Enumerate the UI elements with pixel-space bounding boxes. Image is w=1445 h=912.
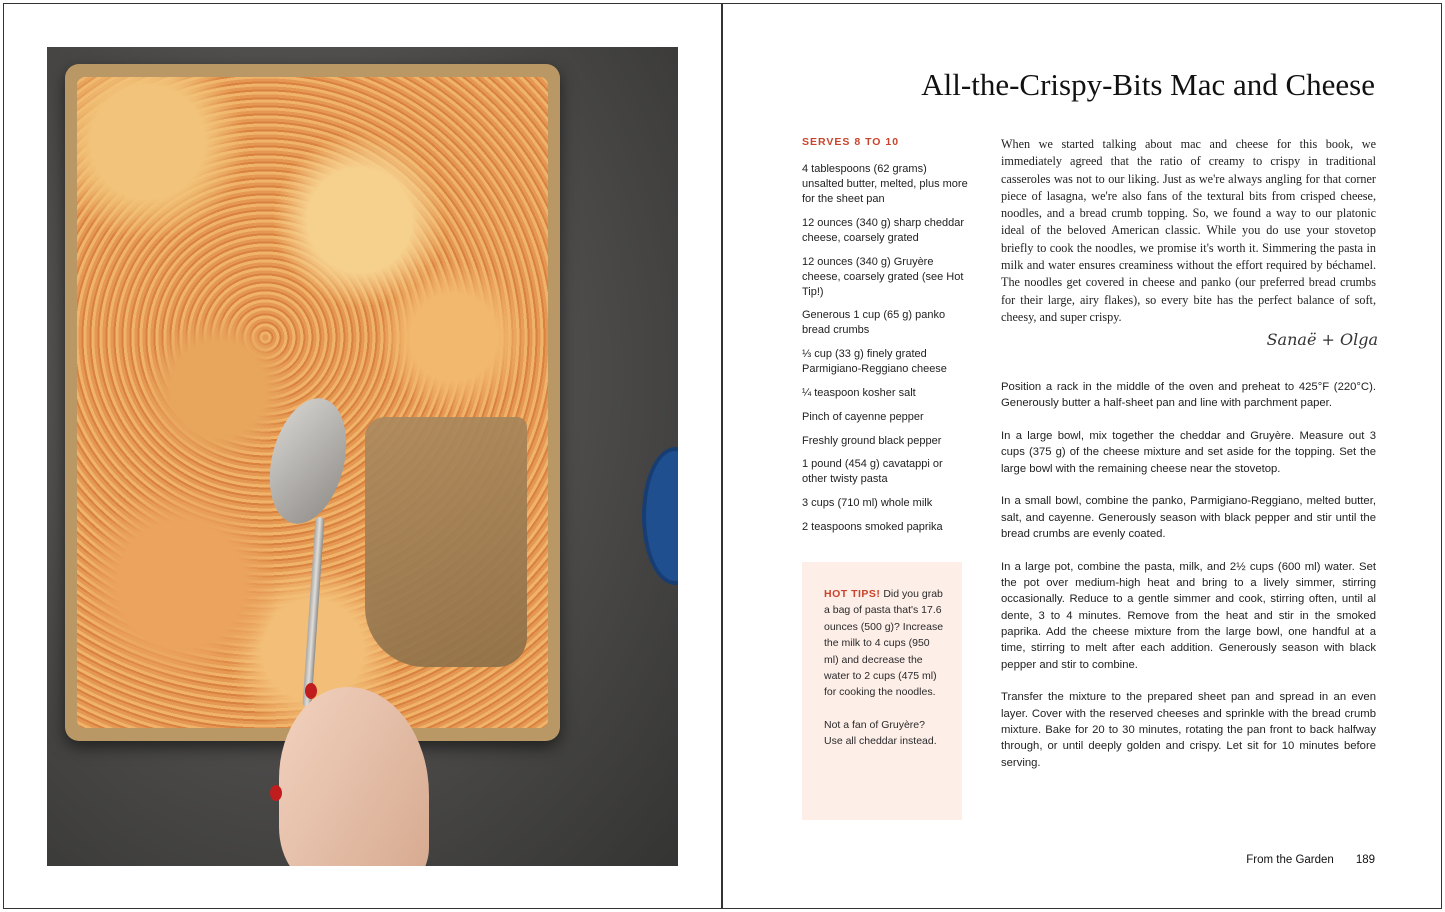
author-signature: Sanaë + Olga [1266,330,1378,349]
ingredient-item: Freshly ground black pepper [802,434,942,447]
footer-section: From the Garden [1246,854,1334,866]
left-page [3,3,722,909]
hot-tips-box [802,562,962,820]
blue-bowl [642,447,678,585]
fingernail [305,683,317,699]
ingredient-item: 12 ounces (340 g) Gruyère cheese, coarsely grated (see Hot Tip!) [802,255,964,298]
scooped-area [365,417,527,667]
method-steps [1001,379,1376,787]
ingredient-item: Pinch of cayenne pepper [802,410,924,423]
recipe-title: All-the-Crispy-Bits Mac and Cheese [921,67,1375,102]
ingredient-item: 1 pound (454 g) cavatappi or other twisty pasta [802,458,943,486]
ingredient-item: 4 tablespoons (62 grams) unsalted butter, melted, plus more for the sheet pan [802,163,968,205]
ingredient-item: 3 cups (710 ml) whole milk [802,497,933,510]
ingredient-item: ⅓ cup (33 g) finely grated Parmigiano-Reggiano cheese [802,348,947,376]
method-step: In a large pot, combine the pasta, milk, and 2½ cups (600 ml) water. Set the pot over medium-high heat and bring to a lively simmer, stirring occasionally. Reduce to a gentle simmer and cook, stirring often, until al dente, 3 to 4 minutes. Remove from the heat and stir in the smoked paprika. Add the cheese mixture from the large bowl, one handful at a time, stirring to melt after each addition. Generously season with black pepper and stir to combine. [1001,560,1376,671]
ingredient-item: Generous 1 cup (65 g) panko bread crumbs [802,309,946,337]
recipe-intro: When we started talking about mac and cheese for this book, we immediately agreed that the ratio of creamy to crispy in traditional casseroles was not to our liking. Just as we're always angling for that corner piece of lasagna, we're also fans of the textural bits from crisped cheese, noodles, and a bread crumb topping. So, we found a way to our platonic ideal of the beloved American classic. While you do use your stovetop briefly to cook the noodles, we promise it's worth it. Simmering the pasta in milk and water ensures creaminess without the effort required by béchamel. The noodles get covered in cheese and panko (our preferred bread crumbs for their large, airy flakes), so every bite has the perfect balance of soft, cheesy, and super crispy. [1001,137,1376,324]
ingredient-list [802,162,970,535]
mac-and-cheese-photo [47,47,678,866]
ingredient-item: 12 ounces (340 g) sharp cheddar cheese, coarsely grated [802,216,965,244]
method-step: In a small bowl, combine the panko, Parmigiano-Reggiano, melted butter, salt, and cayenne. Generously season with black pepper and stir until the bread crumbs are evenly coated. [1001,495,1376,541]
page-number: 189 [1355,854,1375,866]
page-footer [1246,854,1375,866]
ingredient-item: 2 teaspoons smoked paprika [802,520,943,533]
ingredients-column [802,136,970,544]
hot-tip-1-text: Did you grab a bag of pasta that's 17.6 ounces (500 g)? Increase the milk to 4 cups (950 ml) and decrease the water to 2 cups (475 ml) for cooking the noodles. [824,588,944,699]
fingernail [270,785,282,801]
ingredient-item: ¼ teaspoon kosher salt [802,386,916,399]
method-step: In a large bowl, mix together the cheddar and Gruyère. Measure out 3 cups (375 g) of the cheese mixture and set aside for the topping. Set the large bowl with the remaining cheese near the stovetop. [1001,430,1376,475]
method-step: Transfer the mixture to the prepared sheet pan and spread in an even layer. Cover with the reserved cheeses and sprinkle with the bread crumb mixture. Bake for 20 to 30 minutes, rotating the pan front to back halfway through, or until deeply golden and crispy. Let sit for 10 minutes before serving. [1001,691,1376,769]
method-step: Position a rack in the middle of the oven and preheat to 425°F (220°C). Generously butter a half-sheet pan and line with parchment paper. [1001,381,1376,410]
hot-tips-label: HOT TIPS! [824,588,881,600]
right-page [722,3,1442,909]
hot-tip-2: Not a fan of Gruyère? Use all cheddar instead. [824,718,937,748]
serves-label: SERVES 8 TO 10 [802,136,900,148]
hot-tip-1 [824,586,944,701]
